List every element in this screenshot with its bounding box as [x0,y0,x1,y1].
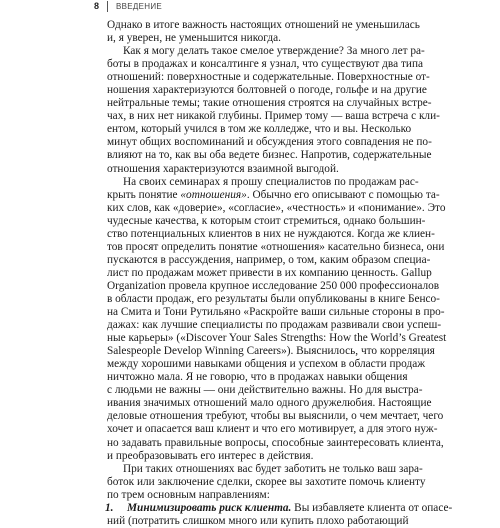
text-line: ношения характеризуются болтовней о погоде, гольфе и на другие [107,84,427,97]
paragraph [107,175,447,463]
text-line: ство потенциальных клиентов в них не нуждаются. Когда же клиен- [107,227,435,240]
list-item-text: Вы избавляете клиента от опасе- [291,501,453,514]
text-line: Как я могу делать такое смелое утверждение? За много лет ра- [123,45,425,58]
text-line: Salespeople Develop Winning Careers»). Выяснилось, что корреляция [107,345,435,358]
text-line: нейтральные темы; такие отношения строятся на случайных встре- [107,97,432,110]
text-line: крыть понятие «отношения». Обычно его описывают с помощью та- [107,188,440,201]
numbered-list [105,501,453,528]
text-line: по трем основным направлениям: [107,488,270,501]
text-line: Однако в итоге важность настоящих отношений не уменьшилась [107,19,420,31]
paragraph [107,19,420,45]
text-line: и преобразовывать его интерес в действия. [107,449,314,462]
text-line: влияют на то, как вы оба ведете бизнес. Напротив, содержательные [107,149,432,162]
list-item-continuation: ний (потратить слишком много или купить плохо работающий [107,514,409,527]
text-line: в области продаж, его результаты были опубликованы в книге Бенсо- [107,292,440,305]
text-line: Organization провела крупное исследование 250 000 профессионалов [107,279,440,292]
text-line: минут общих воспоминаний и обсуждения этого совпадения не по- [107,136,432,149]
paragraph [107,45,440,175]
text-line: чах, в них нет никакой глубины. Пример тому — ваша встреча с кли- [107,110,440,123]
text-line: На своих семинарах я прошу специалистов по продажам рас- [123,175,419,188]
emphasized-term: «отношения» [180,188,247,201]
text-line: отношения характеризуются взаимной выгодой. [107,162,339,175]
text-line: но задавать правильные вопросы, способные заинтересовать клиента, [107,436,444,449]
paragraph [107,462,426,502]
text-line: лист по продажам может привести в их компанию ценность. Gallup [107,266,432,279]
text-line: боток или заключение сделки, скорее вы захотите помочь клиенту [107,475,426,488]
body-text [105,19,453,528]
text-line: ивания значимых отношений мало одного дружелюбия. Настоящие [107,397,432,410]
text-line: хочет и опасается ваш клиент и что его мотивирует, а для этого нуж- [107,423,438,436]
text-line: деловые отношения требуют, чтобы вы выяснили, о чем мечтает, чего [107,410,444,423]
text-line: тов просят определить понятие «отношения» касательно бизнеса, они [107,240,445,253]
text-line: на Смита и Тони Рутильяно «Раскройте ваши сильные стороны в про- [107,306,445,319]
text-line: боты в продажах и консалтинге я узнал, что существуют два типа [107,58,423,71]
list-number: 1. [105,501,114,514]
text-line: ничтожно мала. Я не говорю, что в продажах навыки общения [107,371,408,384]
text-line: и, я уверен, не уменьшится никогда. [107,32,281,45]
text-line: дажах: как лучшие специалисты по продажам развивали свои успеш- [107,319,442,332]
text-line: ные карьеры» («Discover Your Sales Strengths: How the World’s Greatest [107,332,447,345]
text-line: ентом, который учился в том же колледже, что и вы. Несколько [107,123,412,136]
list-item-label: Минимизировать риск клиента. [127,501,292,514]
text-line: отношений: поверхностные и содержательные. Поверхностные от- [107,71,430,84]
text-line: ких слов, как «доверие», «согласие», «честность» и «понимание». Это [107,201,446,214]
text-line: При таких отношениях вас будет заботить не только ваш зара- [123,462,423,475]
text-line: между хорошими навыками общения и успехом в области продаж [107,358,426,371]
header-divider [107,1,108,12]
section-title: ВВЕДЕНИЕ [116,1,163,11]
text-line: чудесные качества, к которым стоит стремиться, однако большин- [107,214,426,227]
list-item [105,501,453,515]
running-header [94,0,162,12]
text-line: с людьми не важны — они действительно важны. Но для выстра- [107,384,423,397]
text-line: пускаются в рассуждения, например, о том, каким образом специа- [107,253,431,266]
page-number: 8 [94,1,100,11]
